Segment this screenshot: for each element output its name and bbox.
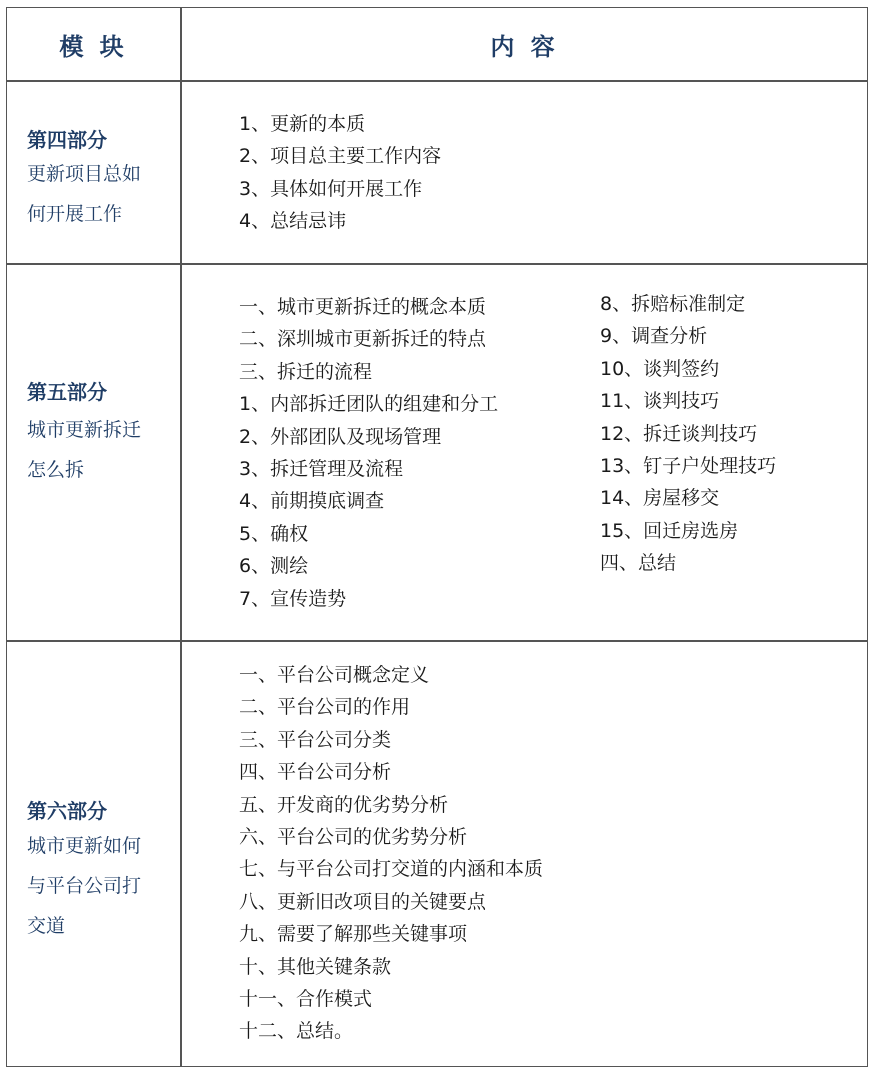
list-item: 四、平台公司分析 [239, 761, 392, 784]
list-item: 4、前期摸底调查 [239, 490, 385, 513]
list-item: 7、宣传造势 [239, 587, 347, 610]
list-item: 6、测绘 [239, 555, 309, 578]
list-item: 一、平台公司概念定义 [239, 664, 430, 686]
list-item: 三、拆迁的流程 [239, 360, 373, 383]
header-content: 内 容 [490, 32, 559, 61]
list-item: 8、拆赔标准制定 [600, 293, 746, 315]
list-item: 一、城市更新拆迁的概念本质 [239, 296, 487, 318]
content-table [6, 7, 868, 1067]
list-item: 3、拆迁管理及流程 [239, 457, 404, 480]
list-item: 14、房屋移交 [600, 487, 720, 510]
header-divider [7, 80, 867, 82]
desc-line: 更新项目总如 [27, 163, 142, 185]
section-6-list [239, 659, 543, 1048]
list-item: 1、更新的本质 [239, 113, 366, 135]
list-item: 二、深圳城市更新拆迁的特点 [239, 328, 487, 351]
desc-line: 城市更新拆迁 [27, 419, 142, 441]
list-item: 七、与平台公司打交道的内涵和本质 [239, 858, 544, 881]
list-item: 13、钉子户处理技巧 [600, 454, 777, 477]
list-item: 2、项目总主要工作内容 [239, 145, 442, 168]
list-item: 三、平台公司分类 [239, 728, 392, 751]
list-item: 六、平台公司的优劣势分析 [239, 825, 468, 848]
list-item: 十、其他关键条款 [239, 955, 392, 978]
header-module: 模 块 [59, 32, 128, 61]
section-6-desc [27, 826, 167, 946]
section-5-desc [27, 410, 167, 490]
list-item: 十二、总结。 [239, 1020, 354, 1043]
list-item: 9、调查分析 [600, 325, 708, 348]
section-5-list-right [600, 288, 776, 580]
row-divider [7, 263, 867, 265]
desc-line: 与平台公司打 [27, 875, 142, 897]
list-item: 10、谈判签约 [600, 357, 720, 380]
list-item: 2、外部团队及现场管理 [239, 425, 442, 448]
list-item: 3、具体如何开展工作 [239, 177, 423, 200]
row-divider [7, 640, 867, 642]
list-item: 二、平台公司的作用 [239, 696, 411, 719]
section-4-list [239, 108, 441, 238]
list-item: 1、内部拆迁团队的组建和分工 [239, 393, 499, 416]
column-divider [180, 8, 182, 1066]
section-5-list-left [239, 291, 498, 615]
list-item: 九、需要了解那些关键事项 [239, 923, 468, 946]
list-item: 八、更新旧改项目的关键要点 [239, 890, 487, 913]
list-item: 十一、合作模式 [239, 987, 373, 1010]
list-item: 11、谈判技巧 [600, 390, 720, 413]
section-4-title: 第四部分 [27, 128, 107, 152]
section-4-desc [27, 154, 167, 234]
desc-line: 交道 [27, 915, 66, 937]
list-item: 五、开发商的优劣势分析 [239, 793, 449, 816]
desc-line: 城市更新如何 [27, 835, 142, 857]
desc-line: 怎么拆 [27, 459, 85, 481]
list-item: 12、拆迁谈判技巧 [600, 422, 758, 445]
section-6-title: 第六部分 [27, 799, 107, 823]
desc-line: 何开展工作 [27, 203, 123, 225]
list-item: 5、确权 [239, 522, 309, 545]
list-item: 四、总结 [600, 552, 677, 575]
section-5-title: 第五部分 [27, 380, 107, 404]
list-item: 4、总结忌讳 [239, 210, 347, 233]
list-item: 15、回迁房选房 [600, 519, 739, 542]
